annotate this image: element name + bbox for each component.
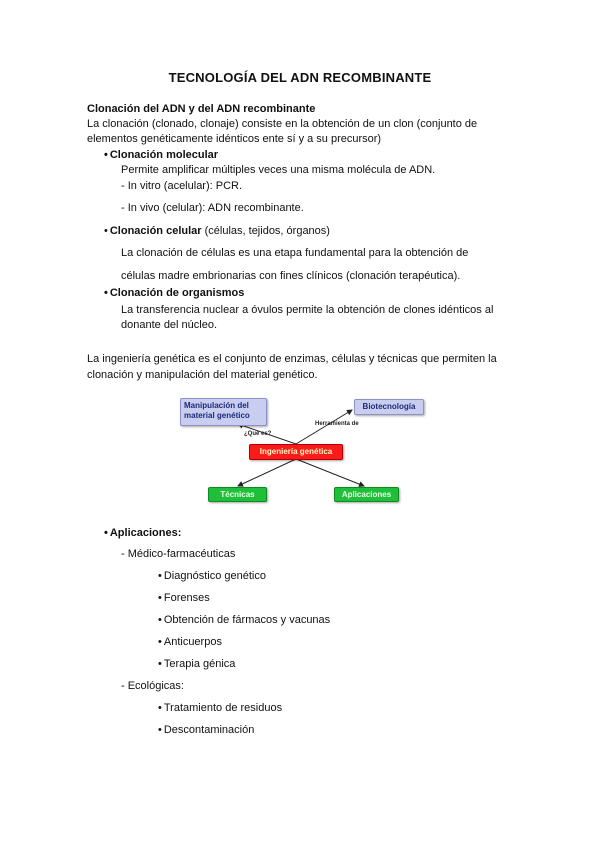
molecular-item-in-vivo: - In vivo (celular): ADN recombinante. [121, 202, 304, 214]
list-item-text: Anticuerpos [163, 636, 222, 648]
list-item [158, 592, 210, 604]
list-item [158, 702, 282, 714]
intro-text-line2: elementos genéticamente idénticos ente sí y a su precursor) [87, 133, 382, 145]
celular-desc-line2: células madre embrionarias con fines clínicos (clonación terapéutica). [121, 270, 461, 282]
clonacion-organismos-label: Clonación de organismos [109, 287, 245, 299]
node-ingenieria-genetica: Ingeniería genética [249, 444, 343, 460]
aplicaciones-heading: Aplicaciones: [109, 527, 182, 539]
bullet-aplicaciones [104, 527, 181, 539]
list-item-text: Diagnóstico genético [163, 570, 266, 582]
node-manipulacion-line2: material genético [184, 411, 250, 420]
label-que-es: ¿Qué es? [244, 431, 272, 437]
clonacion-celular-label: Clonación celular [109, 225, 202, 237]
clonacion-celular-extra: (células, tejidos, órganos) [201, 225, 330, 237]
celular-desc-line1: La clonación de células es una etapa fundamental para la obtención de [121, 247, 469, 259]
medico-farmaceuticas-label: - Médico-farmacéuticas [121, 548, 236, 560]
list-item [158, 658, 235, 670]
molecular-desc: Permite amplificar múltiples veces una misma molécula de ADN. [121, 164, 436, 176]
section-heading-clonacion: Clonación del ADN y del ADN recombinante [87, 103, 316, 115]
organismos-desc-line2: donante del núcleo. [121, 319, 218, 331]
list-item-text: Descontaminación [163, 724, 255, 736]
list-item [158, 570, 266, 582]
arrow-to-tecnicas [238, 459, 296, 486]
organismos-desc-line1: La transferencia nuclear a óvulos permite la obtención de clones idénticos al [121, 304, 494, 316]
list-item-text: Terapia génica [163, 658, 236, 670]
molecular-item-in-vitro: - In vitro (acelular): PCR. [121, 180, 243, 192]
label-herramienta-de: Herramienta de [315, 421, 359, 427]
node-manipulacion [180, 398, 267, 426]
page-title: TECNOLOGÍA DEL ADN RECOMBINANTE [168, 70, 432, 85]
clonacion-molecular-label: Clonación molecular [109, 149, 219, 161]
arrow-to-biotecnologia [296, 410, 352, 444]
list-item [158, 724, 254, 736]
node-tecnicas: Técnicas [208, 487, 267, 502]
list-item-text: Forenses [163, 592, 210, 604]
arrow-to-aplicaciones [296, 459, 364, 486]
list-item [158, 636, 222, 648]
ecologicas-label: - Ecológicas: [121, 680, 184, 692]
node-biotecnologia: Biotecnología [354, 399, 424, 415]
ingenieria-text-line1: La ingeniería genética es el conjunto de enzimas, células y técnicas que permiten la [87, 353, 497, 365]
intro-text-line1: La clonación (clonado, clonaje) consiste en la obtención de un clon (conjunto de [87, 118, 478, 130]
list-item-text: Tratamiento de residuos [163, 702, 283, 714]
list-item-text: Obtención de fármacos y vacunas [163, 614, 331, 626]
node-aplicaciones: Aplicaciones [334, 487, 399, 502]
ingenieria-text-line2: clonación y manipulación del material genético. [87, 369, 318, 381]
node-manipulacion-line1: Manipulación del [184, 401, 249, 410]
list-item [158, 614, 330, 626]
